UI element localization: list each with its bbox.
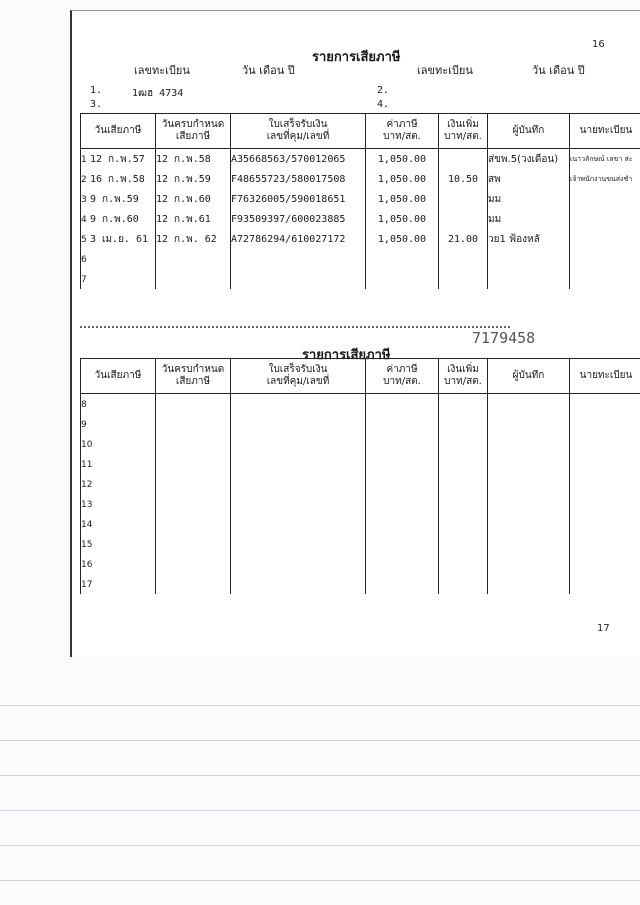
col2-registrar: นายทะเบียน — [570, 359, 640, 394]
cell — [156, 574, 231, 594]
reg-no-4: 4. — [377, 99, 390, 110]
cell — [81, 434, 156, 454]
cell-value: 12 ก.พ.57 — [90, 153, 145, 165]
cell-rec — [488, 189, 570, 209]
cell-due — [156, 229, 231, 249]
cell — [366, 494, 439, 514]
cell-value: มม — [488, 213, 502, 225]
cell-extra — [439, 229, 488, 249]
cell-paid — [81, 249, 156, 269]
cell — [488, 454, 570, 474]
cell — [81, 574, 156, 594]
cell-reg — [570, 249, 640, 269]
cell-extra — [439, 189, 488, 209]
table-row — [81, 514, 640, 534]
cell-receipt — [231, 189, 366, 209]
cell — [231, 534, 366, 554]
cell-paid — [81, 149, 156, 170]
cell-value: 1,050.00 — [377, 213, 427, 225]
cell-paid — [81, 229, 156, 249]
cell-value: 9 ก.พ.59 — [90, 193, 139, 205]
cell — [488, 474, 570, 494]
row-number: 17 — [81, 579, 93, 590]
cell-extra — [439, 149, 488, 170]
row-number: 16 — [81, 559, 93, 570]
registration-page — [70, 10, 640, 657]
header-date-label-2: วัน เดือน ปี — [532, 64, 585, 77]
cell — [231, 414, 366, 434]
cell-receipt — [231, 209, 366, 229]
cell-due — [156, 189, 231, 209]
cell — [366, 474, 439, 494]
cell-receipt — [231, 269, 366, 289]
cell — [156, 414, 231, 434]
cell-value: สพ — [488, 173, 501, 185]
rule-line — [0, 705, 640, 706]
cell-value: 21.00 — [447, 233, 479, 245]
row-number: 15 — [81, 539, 93, 550]
row-number: 7 — [81, 274, 87, 285]
cell-extra — [439, 169, 488, 189]
cell-value: มม — [488, 193, 502, 205]
cell-receipt — [231, 249, 366, 269]
cell-tax — [366, 169, 439, 189]
row-number: 3 — [81, 194, 87, 205]
cell-value: F48655723/580017508 — [231, 173, 346, 185]
cell-rec — [488, 249, 570, 269]
cell-tax — [366, 249, 439, 269]
cell-rec — [488, 269, 570, 289]
col2-receipt: ใบเสร็จรับเงิน เลขที่คุม/เลขที่ — [231, 359, 366, 394]
cell-value: 12 ก.พ.61 — [156, 213, 211, 225]
cell-value: เจ้าพนักงานขนส่งชำ — [570, 175, 633, 183]
cell — [231, 514, 366, 534]
col-due-date: วันครบกำหนด เสียภาษี — [156, 114, 231, 149]
cell-extra — [439, 209, 488, 229]
tax-table-2 — [80, 358, 640, 594]
cell — [366, 514, 439, 534]
cell-value: 3 เม.ย. 61 — [90, 233, 149, 245]
row-number: 1 — [81, 154, 87, 165]
cell-tax — [366, 209, 439, 229]
table-row — [81, 249, 640, 269]
cell — [570, 394, 640, 415]
cell-tax — [366, 269, 439, 289]
row-number: 14 — [81, 519, 93, 530]
perforation-line — [80, 326, 510, 328]
cell — [488, 434, 570, 454]
cell — [570, 534, 640, 554]
cell-rec — [488, 169, 570, 189]
cell — [156, 554, 231, 574]
cell — [439, 554, 488, 574]
col2-extra: เงินเพิ่ม บาท/สต. — [439, 359, 488, 394]
cell — [488, 414, 570, 434]
cell-value: 1,050.00 — [377, 233, 427, 245]
col-paid-date: วันเสียภาษี — [81, 114, 156, 149]
cell — [439, 414, 488, 434]
cell — [488, 574, 570, 594]
row-number: 5 — [81, 234, 87, 245]
cell-value: 1,050.00 — [377, 153, 427, 165]
cell-rec — [488, 229, 570, 249]
page-number-top: 16 — [592, 39, 605, 50]
cell — [439, 454, 488, 474]
row-number: 2 — [81, 174, 87, 185]
cell — [488, 534, 570, 554]
cell-value: 12 ก.พ.60 — [156, 193, 211, 205]
row-number: 13 — [81, 499, 93, 510]
cell — [488, 554, 570, 574]
cell-value: 12 ก.พ.59 — [156, 173, 211, 185]
col-receipt: ใบเสร็จรับเงิน เลขที่คุม/เลขที่ — [231, 114, 366, 149]
cell-due — [156, 249, 231, 269]
col-recorder: ผู้บันทึก — [488, 114, 570, 149]
cell — [366, 574, 439, 594]
cell — [570, 414, 640, 434]
tax-table-1 — [80, 113, 640, 289]
cell-receipt — [231, 149, 366, 170]
cell — [81, 534, 156, 554]
cell-value: 12 ก.พ.58 — [156, 153, 211, 165]
cell — [156, 434, 231, 454]
cell — [81, 474, 156, 494]
col-registrar: นายทะเบียน — [570, 114, 640, 149]
row-number: 4 — [81, 214, 87, 225]
cell — [488, 394, 570, 415]
cell-reg — [570, 209, 640, 229]
cell-value: A72786294/610027172 — [231, 233, 346, 245]
cell-value: 16 ก.พ.58 — [90, 173, 145, 185]
cell — [439, 394, 488, 415]
row-number: 10 — [81, 439, 93, 450]
cell — [570, 434, 640, 454]
cell-receipt — [231, 169, 366, 189]
cell-due — [156, 149, 231, 170]
cell — [231, 454, 366, 474]
reg-no-1: 1. — [90, 85, 103, 96]
row-number: 6 — [81, 254, 87, 265]
cell — [439, 474, 488, 494]
cell — [366, 454, 439, 474]
col2-paid-date: วันเสียภาษี — [81, 359, 156, 394]
row-number: 12 — [81, 479, 93, 490]
cell-value: 12 ก.พ. 62 — [156, 233, 217, 245]
cell — [439, 534, 488, 554]
cell — [81, 394, 156, 415]
cell-value: 9 ก.พ.60 — [90, 213, 139, 225]
table-row — [81, 574, 640, 594]
col-extra: เงินเพิ่ม บาท/สต. — [439, 114, 488, 149]
stamp-number: 7179458 — [472, 329, 536, 347]
table-row — [81, 209, 640, 229]
cell — [156, 474, 231, 494]
cell-value: F76326005/590018651 — [231, 193, 346, 205]
table-row — [81, 169, 640, 189]
cell — [439, 574, 488, 594]
table-row — [81, 149, 640, 170]
rule-line — [0, 880, 640, 881]
cell — [366, 534, 439, 554]
rule-line — [0, 810, 640, 811]
cell — [81, 414, 156, 434]
header-reg-label-1: เลขทะเบียน — [134, 64, 190, 77]
reg-no-3: 3. — [90, 99, 103, 110]
rule-line — [0, 740, 640, 741]
col2-recorder: ผู้บันทึก — [488, 359, 570, 394]
cell-extra — [439, 269, 488, 289]
cell — [488, 494, 570, 514]
cell — [156, 514, 231, 534]
table-row — [81, 474, 640, 494]
cell — [570, 474, 640, 494]
cell-receipt — [231, 229, 366, 249]
rule-line — [0, 845, 640, 846]
table-row — [81, 229, 640, 249]
table-row — [81, 394, 640, 415]
section1-title: รายการเสียภาษี — [312, 50, 401, 65]
table-row — [81, 494, 640, 514]
col2-tax: ค่าภาษี บาท/สต. — [366, 359, 439, 394]
cell-paid — [81, 169, 156, 189]
table-row — [81, 454, 640, 474]
reg-value-1: 1ฒฮ 4734 — [132, 88, 184, 99]
cell-paid — [81, 209, 156, 229]
cell — [439, 514, 488, 534]
row-number: 9 — [81, 419, 87, 430]
cell-value: เนาวลักษณ์ เลขา สะ — [570, 155, 633, 163]
cell-extra — [439, 249, 488, 269]
cell-rec — [488, 149, 570, 170]
cell — [231, 394, 366, 415]
cell — [366, 394, 439, 415]
cell-reg — [570, 229, 640, 249]
cell-due — [156, 269, 231, 289]
table-row — [81, 554, 640, 574]
cell-value: ส่ขพ.5(วงเดือน) — [488, 153, 559, 165]
table2-header-row — [81, 359, 640, 394]
cell-value: F93509397/600023885 — [231, 213, 346, 225]
header-date-label-1: วัน เดือน ปี — [242, 64, 295, 77]
cell-rec — [488, 209, 570, 229]
cell — [231, 574, 366, 594]
cell — [231, 434, 366, 454]
cell-value: 1,050.00 — [377, 173, 427, 185]
cell-due — [156, 169, 231, 189]
cell — [570, 574, 640, 594]
table-row — [81, 414, 640, 434]
cell-value: 10.50 — [447, 173, 479, 185]
col2-due-date: วันครบกำหนด เสียภาษี — [156, 359, 231, 394]
row-number: 8 — [81, 399, 87, 410]
table-row — [81, 189, 640, 209]
cell — [231, 554, 366, 574]
cell — [231, 494, 366, 514]
cell — [439, 434, 488, 454]
col-tax: ค่าภาษี บาท/สต. — [366, 114, 439, 149]
cell — [439, 494, 488, 514]
cell — [570, 454, 640, 474]
row-number: 11 — [81, 459, 93, 470]
cell — [231, 474, 366, 494]
cell-due — [156, 209, 231, 229]
table1-header-row — [81, 114, 640, 149]
cell — [81, 454, 156, 474]
section2-title: รายการเสียภาษี — [302, 348, 391, 363]
cell-value: A35668563/570012065 — [231, 153, 346, 165]
cell — [366, 434, 439, 454]
cell-tax — [366, 229, 439, 249]
cell — [81, 494, 156, 514]
cell — [156, 534, 231, 554]
table-row — [81, 534, 640, 554]
cell — [156, 494, 231, 514]
cell-paid — [81, 269, 156, 289]
cell — [366, 554, 439, 574]
table-row — [81, 434, 640, 454]
cell-paid — [81, 189, 156, 209]
cell-tax — [366, 149, 439, 170]
cell — [81, 514, 156, 534]
cell — [488, 514, 570, 534]
cell-reg — [570, 169, 640, 189]
cell — [570, 554, 640, 574]
page-number-bottom: 17 — [597, 623, 610, 634]
table-row — [81, 269, 640, 289]
cell-value: วย1 ฟ้องหลั — [488, 233, 540, 245]
cell — [366, 414, 439, 434]
reg-no-2: 2. — [377, 85, 390, 96]
cell — [156, 394, 231, 415]
cell — [156, 454, 231, 474]
cell — [81, 554, 156, 574]
cell — [570, 494, 640, 514]
rule-line — [0, 775, 640, 776]
cell-reg — [570, 189, 640, 209]
header-reg-label-2: เลขทะเบียน — [417, 64, 473, 77]
cell-value: 1,050.00 — [377, 193, 427, 205]
cell — [570, 514, 640, 534]
cell-reg — [570, 149, 640, 170]
cell-tax — [366, 189, 439, 209]
cell-reg — [570, 269, 640, 289]
